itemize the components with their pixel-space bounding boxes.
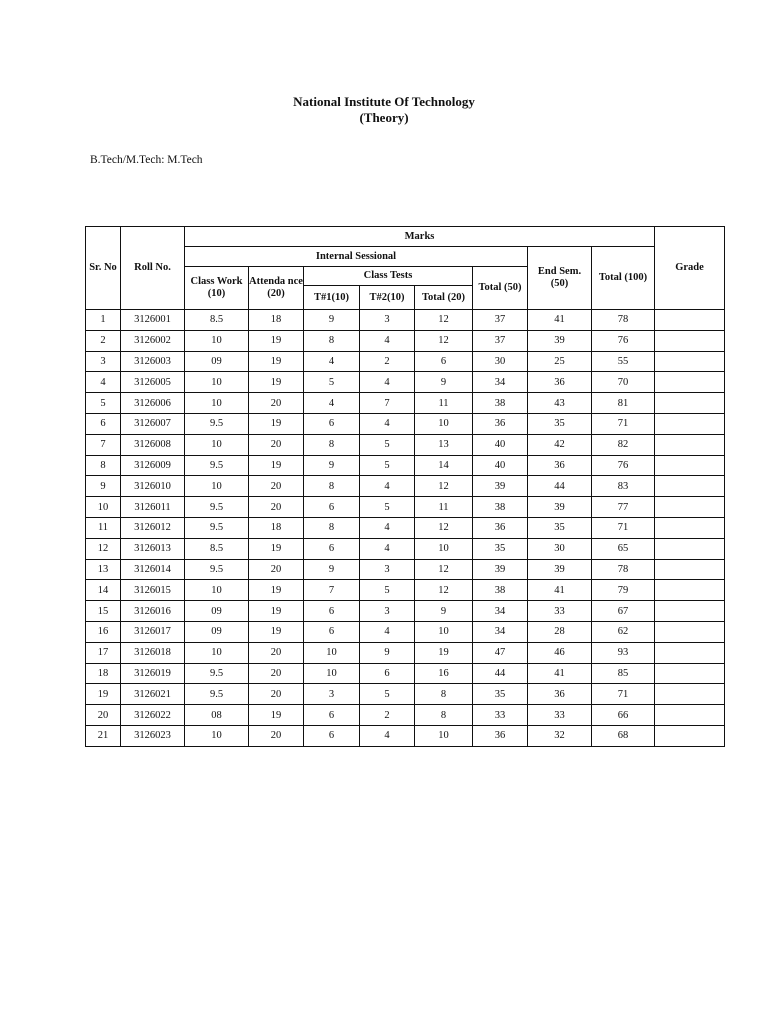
sr-no-cell: 4: [86, 372, 121, 393]
attendance-cell: 20: [249, 393, 304, 414]
sessional-total-cell: 34: [473, 601, 528, 622]
roll-no-cell: 3126023: [121, 725, 185, 746]
roll-no-cell: 3126003: [121, 351, 185, 372]
end-sem-cell: 28: [528, 621, 592, 642]
class-work-cell: 9.5: [185, 663, 249, 684]
attendance-cell: 19: [249, 705, 304, 726]
grade-cell: [655, 434, 725, 455]
tests-total-cell: 12: [415, 580, 473, 601]
roll-no-cell: 3126005: [121, 372, 185, 393]
class-work-cell: 9.5: [185, 684, 249, 705]
grade-cell: [655, 601, 725, 622]
tests-total-cell: 9: [415, 601, 473, 622]
tests-total-cell: 11: [415, 393, 473, 414]
sr-no-cell: 13: [86, 559, 121, 580]
header-tests-total: Total (20): [415, 286, 473, 310]
test-2-cell: 5: [360, 580, 415, 601]
header-marks: Marks: [185, 227, 655, 247]
test-2-cell: 4: [360, 476, 415, 497]
test-2-cell: 3: [360, 601, 415, 622]
grade-cell: [655, 413, 725, 434]
end-sem-cell: 35: [528, 413, 592, 434]
test-2-cell: 2: [360, 351, 415, 372]
sessional-total-cell: 38: [473, 580, 528, 601]
grade-cell: [655, 372, 725, 393]
test-2-cell: 5: [360, 455, 415, 476]
test-2-cell: 2: [360, 705, 415, 726]
total-cell: 70: [592, 372, 655, 393]
total-cell: 71: [592, 684, 655, 705]
grade-cell: [655, 621, 725, 642]
sr-no-cell: 3: [86, 351, 121, 372]
sr-no-cell: 6: [86, 413, 121, 434]
total-cell: 78: [592, 559, 655, 580]
sessional-total-cell: 36: [473, 725, 528, 746]
test-2-cell: 4: [360, 725, 415, 746]
table-row: [86, 663, 725, 684]
table-row: [86, 310, 725, 331]
grade-cell: [655, 725, 725, 746]
class-work-cell: 08: [185, 705, 249, 726]
roll-no-cell: 3126007: [121, 413, 185, 434]
sessional-total-cell: 37: [473, 330, 528, 351]
end-sem-cell: 39: [528, 497, 592, 518]
attendance-cell: 20: [249, 434, 304, 455]
header-attendance: Attenda nce (20): [249, 267, 304, 310]
attendance-cell: 20: [249, 476, 304, 497]
test-1-cell: 5: [304, 372, 360, 393]
end-sem-cell: 44: [528, 476, 592, 497]
class-work-cell: 9.5: [185, 413, 249, 434]
class-work-cell: 9.5: [185, 559, 249, 580]
class-work-cell: 9.5: [185, 517, 249, 538]
roll-no-cell: 3126001: [121, 310, 185, 331]
attendance-cell: 20: [249, 663, 304, 684]
table-row: [86, 705, 725, 726]
institute-name: National Institute Of Technology: [293, 94, 475, 109]
sessional-total-cell: 36: [473, 413, 528, 434]
sessional-total-cell: 35: [473, 538, 528, 559]
total-cell: 66: [592, 705, 655, 726]
header-sr-no: Sr. No: [86, 227, 121, 310]
sessional-total-cell: 34: [473, 372, 528, 393]
roll-no-cell: 3126021: [121, 684, 185, 705]
test-1-cell: 8: [304, 476, 360, 497]
grade-cell: [655, 684, 725, 705]
table-row: [86, 330, 725, 351]
test-1-cell: 8: [304, 517, 360, 538]
test-1-cell: 6: [304, 538, 360, 559]
sessional-total-cell: 38: [473, 393, 528, 414]
sr-no-cell: 8: [86, 455, 121, 476]
roll-no-cell: 3126015: [121, 580, 185, 601]
total-cell: 65: [592, 538, 655, 559]
sr-no-cell: 9: [86, 476, 121, 497]
test-2-cell: 5: [360, 684, 415, 705]
test-2-cell: 4: [360, 517, 415, 538]
sessional-total-cell: 47: [473, 642, 528, 663]
roll-no-cell: 3126017: [121, 621, 185, 642]
test-1-cell: 9: [304, 559, 360, 580]
table-row: [86, 393, 725, 414]
test-2-cell: 6: [360, 663, 415, 684]
test-2-cell: 3: [360, 559, 415, 580]
sr-no-cell: 16: [86, 621, 121, 642]
test-1-cell: 10: [304, 663, 360, 684]
test-2-cell: 5: [360, 497, 415, 518]
end-sem-cell: 33: [528, 705, 592, 726]
test-1-cell: 9: [304, 310, 360, 331]
document-subtitle: (Theory): [359, 110, 409, 125]
class-work-cell: 8.5: [185, 310, 249, 331]
class-work-cell: 10: [185, 372, 249, 393]
table-row: [86, 413, 725, 434]
table-row: [86, 538, 725, 559]
tests-total-cell: 10: [415, 413, 473, 434]
end-sem-cell: 35: [528, 517, 592, 538]
sr-no-cell: 1: [86, 310, 121, 331]
test-1-cell: 6: [304, 725, 360, 746]
end-sem-cell: 41: [528, 310, 592, 331]
class-work-cell: 9.5: [185, 455, 249, 476]
roll-no-cell: 3126011: [121, 497, 185, 518]
marks-table: [85, 226, 725, 747]
test-1-cell: 4: [304, 351, 360, 372]
program-label: B.Tech/M.Tech: M.Tech: [90, 154, 203, 166]
tests-total-cell: 10: [415, 725, 473, 746]
table-row: [86, 434, 725, 455]
test-2-cell: 4: [360, 413, 415, 434]
tests-total-cell: 12: [415, 517, 473, 538]
attendance-cell: 20: [249, 497, 304, 518]
class-work-cell: 10: [185, 476, 249, 497]
total-cell: 71: [592, 413, 655, 434]
roll-no-cell: 3126006: [121, 393, 185, 414]
tests-total-cell: 11: [415, 497, 473, 518]
attendance-cell: 20: [249, 725, 304, 746]
grade-cell: [655, 663, 725, 684]
attendance-cell: 20: [249, 642, 304, 663]
attendance-cell: 19: [249, 351, 304, 372]
table-row: [86, 684, 725, 705]
table-header: [86, 227, 725, 310]
roll-no-cell: 3126013: [121, 538, 185, 559]
grade-cell: [655, 310, 725, 331]
roll-no-cell: 3126009: [121, 455, 185, 476]
end-sem-cell: 46: [528, 642, 592, 663]
attendance-cell: 20: [249, 559, 304, 580]
grade-cell: [655, 455, 725, 476]
tests-total-cell: 8: [415, 684, 473, 705]
end-sem-cell: 42: [528, 434, 592, 455]
test-1-cell: 4: [304, 393, 360, 414]
test-2-cell: 4: [360, 538, 415, 559]
table-row: [86, 517, 725, 538]
class-work-cell: 10: [185, 725, 249, 746]
tests-total-cell: 12: [415, 310, 473, 331]
test-2-cell: 4: [360, 372, 415, 393]
tests-total-cell: 9: [415, 372, 473, 393]
header-total: Total (100): [592, 247, 655, 310]
class-work-cell: 10: [185, 642, 249, 663]
sr-no-cell: 2: [86, 330, 121, 351]
sessional-total-cell: 34: [473, 621, 528, 642]
class-work-cell: 09: [185, 621, 249, 642]
total-cell: 82: [592, 434, 655, 455]
attendance-cell: 19: [249, 580, 304, 601]
sr-no-cell: 10: [86, 497, 121, 518]
header-roll-no: Roll No.: [121, 227, 185, 310]
grade-cell: [655, 330, 725, 351]
attendance-cell: 19: [249, 538, 304, 559]
roll-no-cell: 3126002: [121, 330, 185, 351]
sessional-total-cell: 33: [473, 705, 528, 726]
header-class-tests: Class Tests: [304, 267, 473, 286]
attendance-cell: 19: [249, 455, 304, 476]
tests-total-cell: 12: [415, 476, 473, 497]
test-1-cell: 8: [304, 434, 360, 455]
test-1-cell: 7: [304, 580, 360, 601]
sessional-total-cell: 38: [473, 497, 528, 518]
header-grade: Grade: [655, 227, 725, 310]
table-body: [86, 310, 725, 747]
roll-no-cell: 3126019: [121, 663, 185, 684]
test-1-cell: 3: [304, 684, 360, 705]
class-work-cell: 10: [185, 580, 249, 601]
sr-no-cell: 21: [86, 725, 121, 746]
tests-total-cell: 10: [415, 621, 473, 642]
end-sem-cell: 43: [528, 393, 592, 414]
test-1-cell: 8: [304, 330, 360, 351]
grade-cell: [655, 393, 725, 414]
table-row: [86, 559, 725, 580]
class-work-cell: 10: [185, 434, 249, 455]
attendance-cell: 19: [249, 413, 304, 434]
test-1-cell: 6: [304, 621, 360, 642]
end-sem-cell: 32: [528, 725, 592, 746]
class-work-cell: 10: [185, 330, 249, 351]
roll-no-cell: 3126008: [121, 434, 185, 455]
attendance-cell: 19: [249, 330, 304, 351]
total-cell: 81: [592, 393, 655, 414]
tests-total-cell: 12: [415, 330, 473, 351]
end-sem-cell: 41: [528, 663, 592, 684]
total-cell: 55: [592, 351, 655, 372]
end-sem-cell: 36: [528, 455, 592, 476]
end-sem-cell: 36: [528, 372, 592, 393]
total-cell: 83: [592, 476, 655, 497]
total-cell: 78: [592, 310, 655, 331]
tests-total-cell: 16: [415, 663, 473, 684]
roll-no-cell: 3126016: [121, 601, 185, 622]
total-cell: 76: [592, 330, 655, 351]
end-sem-cell: 30: [528, 538, 592, 559]
test-2-cell: 9: [360, 642, 415, 663]
tests-total-cell: 10: [415, 538, 473, 559]
test-2-cell: 3: [360, 310, 415, 331]
sessional-total-cell: 37: [473, 310, 528, 331]
sr-no-cell: 15: [86, 601, 121, 622]
sessional-total-cell: 39: [473, 559, 528, 580]
grade-cell: [655, 642, 725, 663]
test-2-cell: 4: [360, 621, 415, 642]
sessional-total-cell: 44: [473, 663, 528, 684]
end-sem-cell: 33: [528, 601, 592, 622]
tests-total-cell: 8: [415, 705, 473, 726]
header-test-2: T#2(10): [360, 286, 415, 310]
roll-no-cell: 3126010: [121, 476, 185, 497]
sr-no-cell: 20: [86, 705, 121, 726]
test-1-cell: 6: [304, 497, 360, 518]
test-2-cell: 4: [360, 330, 415, 351]
class-work-cell: 09: [185, 601, 249, 622]
sr-no-cell: 18: [86, 663, 121, 684]
header-internal-sessional: Internal Sessional: [185, 247, 528, 267]
total-cell: 62: [592, 621, 655, 642]
test-1-cell: 6: [304, 601, 360, 622]
table-row: [86, 621, 725, 642]
header-test-1: T#1(10): [304, 286, 360, 310]
grade-cell: [655, 476, 725, 497]
table-row: [86, 476, 725, 497]
roll-no-cell: 3126014: [121, 559, 185, 580]
total-cell: 71: [592, 517, 655, 538]
document-title: [0, 94, 768, 126]
sr-no-cell: 14: [86, 580, 121, 601]
attendance-cell: 18: [249, 517, 304, 538]
total-cell: 77: [592, 497, 655, 518]
header-class-work: Class Work (10): [185, 267, 249, 310]
sr-no-cell: 7: [86, 434, 121, 455]
tests-total-cell: 14: [415, 455, 473, 476]
grade-cell: [655, 559, 725, 580]
attendance-cell: 19: [249, 372, 304, 393]
total-cell: 85: [592, 663, 655, 684]
sr-no-cell: 12: [86, 538, 121, 559]
sessional-total-cell: 36: [473, 517, 528, 538]
tests-total-cell: 13: [415, 434, 473, 455]
class-work-cell: 8.5: [185, 538, 249, 559]
tests-total-cell: 19: [415, 642, 473, 663]
grade-cell: [655, 351, 725, 372]
header-sessional-total: Total (50): [473, 267, 528, 310]
sessional-total-cell: 30: [473, 351, 528, 372]
class-work-cell: 09: [185, 351, 249, 372]
total-cell: 79: [592, 580, 655, 601]
table-row: [86, 580, 725, 601]
end-sem-cell: 39: [528, 559, 592, 580]
roll-no-cell: 3126022: [121, 705, 185, 726]
end-sem-cell: 41: [528, 580, 592, 601]
test-1-cell: 6: [304, 705, 360, 726]
total-cell: 68: [592, 725, 655, 746]
test-2-cell: 5: [360, 434, 415, 455]
roll-no-cell: 3126012: [121, 517, 185, 538]
table-row: [86, 725, 725, 746]
tests-total-cell: 6: [415, 351, 473, 372]
sessional-total-cell: 40: [473, 434, 528, 455]
class-work-cell: 10: [185, 393, 249, 414]
test-2-cell: 7: [360, 393, 415, 414]
grade-cell: [655, 538, 725, 559]
attendance-cell: 20: [249, 684, 304, 705]
total-cell: 93: [592, 642, 655, 663]
table-row: [86, 372, 725, 393]
total-cell: 67: [592, 601, 655, 622]
grade-cell: [655, 497, 725, 518]
header-end-sem: End Sem. (50): [528, 247, 592, 310]
grade-cell: [655, 517, 725, 538]
sessional-total-cell: 35: [473, 684, 528, 705]
sessional-total-cell: 40: [473, 455, 528, 476]
sr-no-cell: 11: [86, 517, 121, 538]
attendance-cell: 19: [249, 621, 304, 642]
tests-total-cell: 12: [415, 559, 473, 580]
sr-no-cell: 5: [86, 393, 121, 414]
test-1-cell: 10: [304, 642, 360, 663]
table-row: [86, 455, 725, 476]
table-row: [86, 351, 725, 372]
table-row: [86, 642, 725, 663]
sr-no-cell: 19: [86, 684, 121, 705]
end-sem-cell: 39: [528, 330, 592, 351]
roll-no-cell: 3126018: [121, 642, 185, 663]
attendance-cell: 18: [249, 310, 304, 331]
table-row: [86, 601, 725, 622]
end-sem-cell: 36: [528, 684, 592, 705]
class-work-cell: 9.5: [185, 497, 249, 518]
test-1-cell: 6: [304, 413, 360, 434]
total-cell: 76: [592, 455, 655, 476]
test-1-cell: 9: [304, 455, 360, 476]
sr-no-cell: 17: [86, 642, 121, 663]
table-row: [86, 497, 725, 518]
end-sem-cell: 25: [528, 351, 592, 372]
attendance-cell: 19: [249, 601, 304, 622]
grade-cell: [655, 580, 725, 601]
sessional-total-cell: 39: [473, 476, 528, 497]
grade-cell: [655, 705, 725, 726]
